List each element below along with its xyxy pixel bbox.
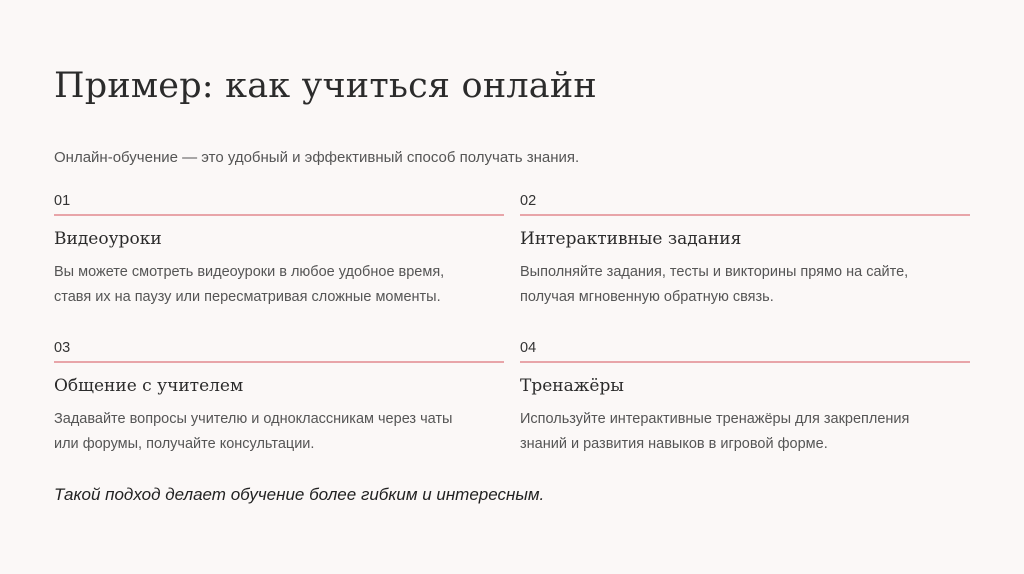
card-heading: Общение с учителем bbox=[54, 376, 244, 396]
card-heading: Интерактивные задания bbox=[520, 229, 742, 249]
card-divider bbox=[54, 214, 504, 216]
card-divider bbox=[520, 214, 970, 216]
card-description-line: Задавайте вопросы учителю и одноклассникам через чаты bbox=[54, 411, 453, 427]
card-heading: Видеоуроки bbox=[54, 229, 162, 249]
card-description bbox=[520, 260, 970, 310]
card-divider bbox=[54, 361, 504, 363]
card-teacher-communication bbox=[54, 338, 504, 457]
card-description bbox=[54, 407, 504, 457]
card-description-line: ставя их на паузу или пересматривая сложные моменты. bbox=[54, 289, 441, 305]
card-interactive-tasks bbox=[520, 191, 970, 310]
page-title: Пример: как учиться онлайн bbox=[54, 66, 597, 106]
card-description-line: Используйте интерактивные тренажёры для закрепления bbox=[520, 411, 910, 427]
card-number: 02 bbox=[520, 193, 537, 209]
card-number: 01 bbox=[54, 193, 71, 209]
card-videolessons bbox=[54, 191, 504, 310]
card-number: 03 bbox=[54, 340, 71, 356]
conclusion-text: Такой подход делает обучение более гибким и интересным. bbox=[54, 485, 545, 504]
card-number: 04 bbox=[520, 340, 537, 356]
card-description-line: знаний и развития навыков в игровой форме. bbox=[520, 436, 828, 452]
card-divider bbox=[520, 361, 970, 363]
card-description-line: или форумы, получайте консультации. bbox=[54, 436, 315, 452]
card-description bbox=[520, 407, 970, 457]
card-trainers bbox=[520, 338, 970, 457]
page-subtitle: Онлайн-обучение — это удобный и эффективный способ получать знания. bbox=[54, 149, 580, 166]
card-description-line: Вы можете смотреть видеоуроки в любое удобное время, bbox=[54, 264, 445, 280]
card-description-line: Выполняйте задания, тесты и викторины прямо на сайте, bbox=[520, 264, 909, 280]
card-description-line: получая мгновенную обратную связь. bbox=[520, 289, 774, 305]
card-description bbox=[54, 260, 504, 310]
card-heading: Тренажёры bbox=[520, 376, 624, 396]
